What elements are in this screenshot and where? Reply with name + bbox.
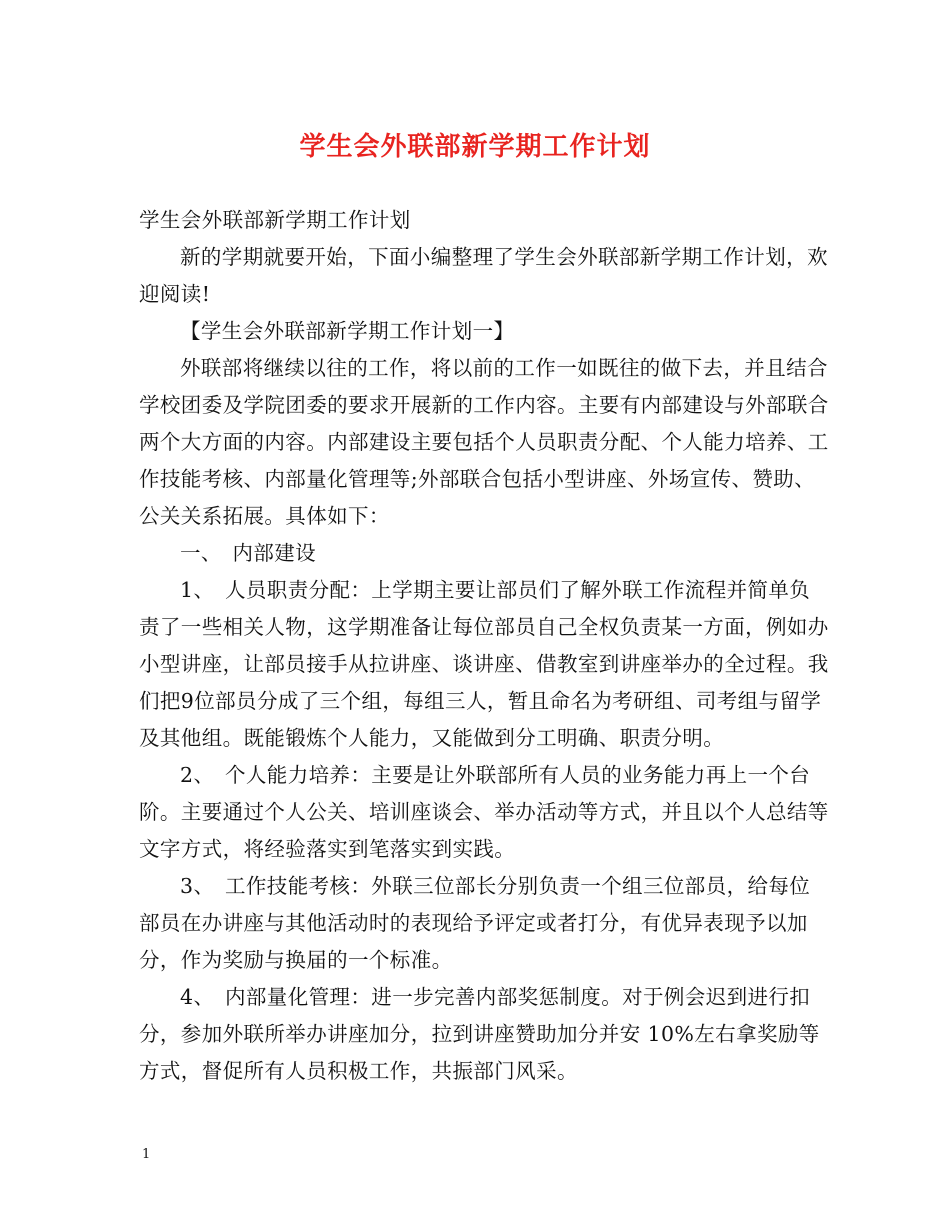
item-paragraph-1: 1、 人员职责分配：上学期主要让部员们了解外联工作流程并简单负责了一些相关人物，这学期准备让每位部员自己全权负责某一方面，例如办小型讲座，让部员接手从拉讲座、谈讲座、借教室到讲座举办的全过程。我们把9位部员分成了三个组，每组三人，暂且命名为考研组、司考组与留学及其他组。既能锻炼个人能力，又能做到分工明确、职责分明。 <box>139 578 829 750</box>
document-subtitle: 学生会外联部新学期工作计划 <box>139 208 411 232</box>
document-title: 学生会外联部新学期工作计划 <box>299 132 651 162</box>
section-heading-internal: 一、 内部建设 <box>180 541 317 565</box>
item-paragraph-2: 2、 个人能力培养：主要是让外联部所有人员的业务能力再上一个台阶。主要通过个人公关、培训座谈会、举办活动等方式，并且以个人总结等文字方式，将经验落实到笔落实到实践。 <box>139 763 829 861</box>
page-number: 1 <box>142 1147 151 1162</box>
overview-paragraph: 外联部将继续以往的工作，将以前的工作一如既往的做下去，并且结合学校团委及学院团委的要求开展新的工作内容。主要有内部建设与外部联合两个大方面的内容。内部建设主要包括个人员职责分配、个人能力培养、工作技能考核、内部量化管理等;外部联合包括小型讲座、外场宣传、赞助、公关关系拓展。具体如下： <box>139 356 829 528</box>
item-paragraph-4: 4、 内部量化管理：进一步完善内部奖惩制度。对于例会迟到进行扣分，参加外联所举办讲座加分，拉到讲座赞助加分并安 10%左右拿奖励等方式，督促所有人员积极工作，共振部门风采。 <box>139 985 820 1083</box>
document-body <box>139 202 829 1090</box>
section-heading-plan-one: 【学生会外联部新学期工作计划一】 <box>180 319 515 343</box>
intro-paragraph: 新的学期就要开始，下面小编整理了学生会外联部新学期工作计划，欢迎阅读! <box>139 245 828 306</box>
item-paragraph-3: 3、 工作技能考核：外联三位部长分别负责一个组三位部员，给每位部员在办讲座与其他活动时的表现给予评定或者打分，有优异表现予以加分，作为奖励与换届的一个标准。 <box>139 874 811 972</box>
